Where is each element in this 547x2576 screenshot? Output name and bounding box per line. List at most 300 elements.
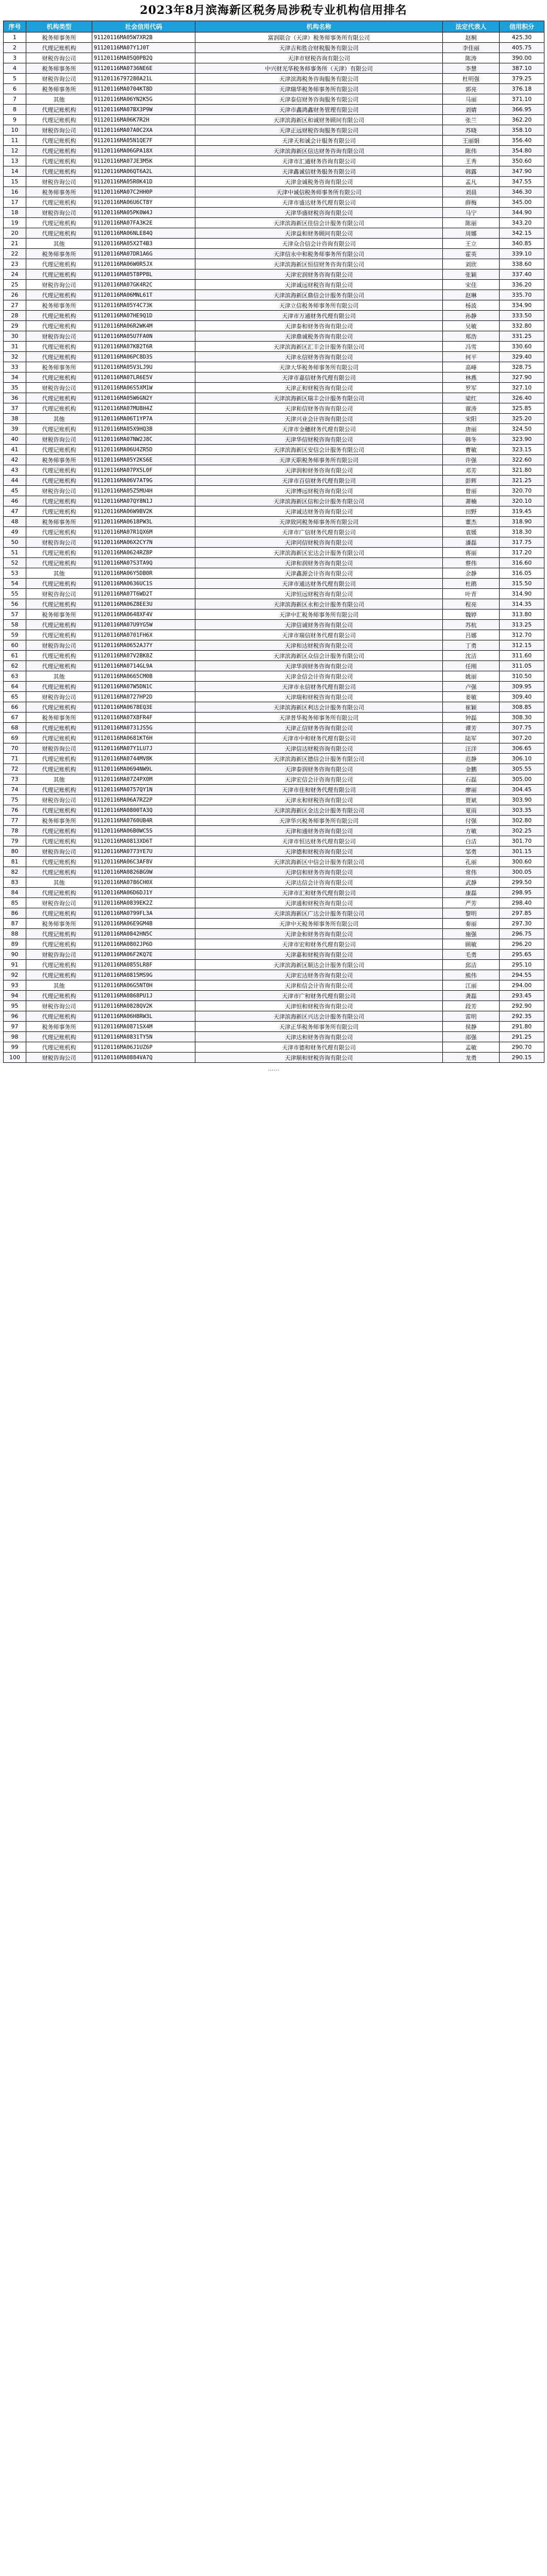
cell-legal-rep: 施强 xyxy=(443,929,500,939)
cell-legal-rep: 梁红 xyxy=(443,393,500,403)
cell-credit-code: 91120116MA0800TA3Q xyxy=(92,805,195,816)
cell-score: 323.90 xyxy=(500,434,544,445)
table-row xyxy=(4,743,544,754)
cell-index: 24 xyxy=(4,269,26,280)
cell-type: 代理记账机构 xyxy=(26,630,92,640)
cell-legal-rep: 刘婧 xyxy=(443,105,500,115)
header-index: 序号 xyxy=(4,21,26,32)
cell-score: 328.75 xyxy=(500,362,544,372)
cell-org-name: 天津市财税咨询有限公司 xyxy=(195,53,443,63)
cell-type: 其他 xyxy=(26,94,92,105)
cell-type: 代理记账机构 xyxy=(26,146,92,156)
cell-legal-rep: 刘欣 xyxy=(443,259,500,269)
cell-index: 87 xyxy=(4,919,26,929)
cell-index: 73 xyxy=(4,774,26,785)
cell-score: 295.10 xyxy=(500,960,544,970)
cell-index: 51 xyxy=(4,548,26,558)
cell-type: 代理记账机构 xyxy=(26,115,92,125)
table-row xyxy=(4,764,544,774)
cell-credit-code: 91120116MA07C2HH0P xyxy=(92,187,195,197)
header-legal-rep: 法定代表人 xyxy=(443,21,500,32)
cell-score: 311.05 xyxy=(500,661,544,671)
table-row xyxy=(4,970,544,980)
cell-score: 323.15 xyxy=(500,445,544,455)
cell-score: 307.20 xyxy=(500,733,544,743)
table-row xyxy=(4,486,544,496)
cell-credit-code: 91120116MA0744MV8K xyxy=(92,754,195,764)
cell-org-name: 天津信诚财务咨询有限公司 xyxy=(195,620,443,630)
cell-legal-rep: 孙静 xyxy=(443,311,500,321)
table-row xyxy=(4,125,544,135)
cell-credit-code: 91120116MA06A7RZ2P xyxy=(92,795,195,805)
cell-org-name: 天津滨海新区中信会计服务有限公司 xyxy=(195,857,443,867)
cell-index: 35 xyxy=(4,383,26,393)
cell-org-name: 天津市金穗财务代理有限公司 xyxy=(195,424,443,434)
cell-score: 425.30 xyxy=(500,32,544,43)
table-row xyxy=(4,754,544,764)
cell-legal-rep: 王立 xyxy=(443,239,500,249)
cell-index: 98 xyxy=(4,1032,26,1042)
cell-org-name: 天津市嘉信财务代理有限公司 xyxy=(195,372,443,383)
cell-org-name: 天津滨海新区佳信会计服务有限公司 xyxy=(195,218,443,228)
cell-org-name: 天津市通达财务代理有限公司 xyxy=(195,579,443,589)
cell-score: 376.18 xyxy=(500,84,544,94)
table-row xyxy=(4,383,544,393)
cell-credit-code: 91120116MA07W5DN1C xyxy=(92,682,195,692)
cell-type: 代理记账机构 xyxy=(26,290,92,300)
cell-index: 48 xyxy=(4,517,26,527)
cell-legal-rep: 叶青 xyxy=(443,589,500,599)
table-row xyxy=(4,558,544,568)
cell-index: 63 xyxy=(4,671,26,682)
cell-score: 371.10 xyxy=(500,94,544,105)
cell-type: 代理记账机构 xyxy=(26,661,92,671)
cell-credit-code: 91120116MA07LR6E5V xyxy=(92,372,195,383)
cell-legal-rep: 赵桐 xyxy=(443,32,500,43)
table-row xyxy=(4,919,544,929)
table-row xyxy=(4,506,544,517)
cell-org-name: 天津嘉和财税咨询有限公司 xyxy=(195,950,443,960)
cell-score: 308.30 xyxy=(500,713,544,723)
cell-org-name: 天津恒和财税咨询有限公司 xyxy=(195,1001,443,1011)
table-row xyxy=(4,424,544,434)
cell-index: 67 xyxy=(4,713,26,723)
cell-legal-rep: 沈洁 xyxy=(443,651,500,661)
cell-org-name: 天津金诚税务咨询有限公司 xyxy=(195,177,443,187)
cell-index: 42 xyxy=(4,455,26,465)
continuation-note: …… xyxy=(268,1065,279,1072)
cell-credit-code: 91120116MA0831TY5N xyxy=(92,1032,195,1042)
cell-legal-rep: 方敏 xyxy=(443,826,500,836)
cell-score: 325.20 xyxy=(500,414,544,424)
cell-type: 代理记账机构 xyxy=(26,393,92,403)
cell-org-name: 天津市百信财务代理有限公司 xyxy=(195,476,443,486)
cell-legal-rep: 严芳 xyxy=(443,898,500,908)
cell-credit-code: 91120116MA06R2WK4M xyxy=(92,321,195,331)
table-row xyxy=(4,74,544,84)
cell-legal-rep: 邱洁 xyxy=(443,960,500,970)
cell-credit-code: 91120116MA07U9YG5W xyxy=(92,620,195,630)
cell-score: 309.95 xyxy=(500,682,544,692)
cell-legal-rep: 贾斌 xyxy=(443,795,500,805)
cell-credit-code: 91120116MA06Y5DB0R xyxy=(92,568,195,579)
table-row xyxy=(4,177,544,187)
cell-org-name: 天津正远财税咨询服务有限公司 xyxy=(195,125,443,135)
cell-score: 326.40 xyxy=(500,393,544,403)
table-row xyxy=(4,187,544,197)
cell-index: 19 xyxy=(4,218,26,228)
cell-score: 295.65 xyxy=(500,950,544,960)
cell-score: 299.50 xyxy=(500,877,544,888)
cell-credit-code: 91120116MA07Y1LU7J xyxy=(92,743,195,754)
cell-credit-code: 91120116MA06F2KQ7E xyxy=(92,950,195,960)
cell-index: 2 xyxy=(4,43,26,53)
cell-legal-rep: 汪洋 xyxy=(443,743,500,754)
cell-score: 303.90 xyxy=(500,795,544,805)
cell-score: 300.05 xyxy=(500,867,544,877)
table-row xyxy=(4,166,544,177)
cell-score: 305.00 xyxy=(500,774,544,785)
cell-score: 312.70 xyxy=(500,630,544,640)
table-row xyxy=(4,816,544,826)
cell-org-name: 天津中天税务师事务所有限公司 xyxy=(195,919,443,929)
table-row xyxy=(4,836,544,846)
cell-type: 财税咨询公司 xyxy=(26,331,92,342)
cell-index: 55 xyxy=(4,589,26,599)
cell-index: 45 xyxy=(4,486,26,496)
cell-index: 92 xyxy=(4,970,26,980)
cell-org-name: 天津瑞华税务师事务所有限公司 xyxy=(195,84,443,94)
cell-score: 306.65 xyxy=(500,743,544,754)
cell-type: 代理记账机构 xyxy=(26,558,92,568)
cell-org-name: 天津鑫诚信财务服务有限公司 xyxy=(195,166,443,177)
cell-score: 318.90 xyxy=(500,517,544,527)
table-row xyxy=(4,579,544,589)
cell-type: 代理记账机构 xyxy=(26,424,92,434)
cell-credit-code: 91120116MA07R1QX6M xyxy=(92,527,195,537)
cell-type: 代理记账机构 xyxy=(26,960,92,970)
cell-index: 99 xyxy=(4,1042,26,1053)
cell-type: 代理记账机构 xyxy=(26,548,92,558)
cell-type: 代理记账机构 xyxy=(26,311,92,321)
cell-type: 代理记账机构 xyxy=(26,599,92,609)
table-row xyxy=(4,733,544,743)
cell-index: 53 xyxy=(4,568,26,579)
cell-legal-rep: 常伟 xyxy=(443,867,500,877)
cell-org-name: 天津鑫源会计咨询有限公司 xyxy=(195,568,443,579)
cell-score: 329.40 xyxy=(500,352,544,362)
cell-type: 代理记账机构 xyxy=(26,43,92,53)
cell-credit-code: 91120116MA05N1QE7F xyxy=(92,135,195,146)
cell-credit-code: 91120116MA05U7FA0N xyxy=(92,331,195,342)
table-row xyxy=(4,249,544,259)
cell-credit-code: 91120116MA0757QY1N xyxy=(92,785,195,795)
header-org-name: 机构名称 xyxy=(195,21,443,32)
cell-legal-rep: 金鹏 xyxy=(443,764,500,774)
cell-credit-code: 91120116MA05Z5MU4H xyxy=(92,486,195,496)
cell-credit-code: 91120116MA0648XF4V xyxy=(92,609,195,620)
table-row xyxy=(4,846,544,857)
cell-credit-code: 91120116MA06V7AT9G xyxy=(92,476,195,486)
cell-credit-code: 91120116MA06D6DJ1Y xyxy=(92,888,195,898)
cell-type: 代理记账机构 xyxy=(26,496,92,506)
cell-legal-rep: 余静 xyxy=(443,568,500,579)
cell-org-name: 天津益和财务顾问有限公司 xyxy=(195,228,443,239)
cell-org-name: 天津滨海新区宏达会计服务有限公司 xyxy=(195,548,443,558)
cell-org-name: 天津吉和胜合财税服务有限公司 xyxy=(195,43,443,53)
cell-type: 代理记账机构 xyxy=(26,372,92,383)
cell-credit-code: 91120116MA0813XD6T xyxy=(92,836,195,846)
cell-legal-rep: 宋阳 xyxy=(443,414,500,424)
cell-type: 税务师事务所 xyxy=(26,609,92,620)
cell-legal-rep: 孟敏 xyxy=(443,1042,500,1053)
cell-score: 292.90 xyxy=(500,1001,544,1011)
cell-legal-rep: 雷明 xyxy=(443,1011,500,1022)
table-row xyxy=(4,434,544,445)
cell-index: 97 xyxy=(4,1022,26,1032)
cell-score: 292.35 xyxy=(500,1011,544,1022)
cell-org-name: 天津正华税务师事务所有限公司 xyxy=(195,1022,443,1032)
cell-org-name: 天津滨海新区众信会计服务有限公司 xyxy=(195,651,443,661)
table-row xyxy=(4,939,544,950)
cell-legal-rep: 杨波 xyxy=(443,300,500,311)
cell-legal-rep: 王秀 xyxy=(443,156,500,166)
cell-index: 81 xyxy=(4,857,26,867)
table-row xyxy=(4,465,544,476)
cell-credit-code: 91120116MA0773YE7U xyxy=(92,846,195,857)
cell-org-name: 天津和信财务咨询有限公司 xyxy=(195,403,443,414)
cell-index: 37 xyxy=(4,403,26,414)
cell-score: 314.35 xyxy=(500,599,544,609)
cell-score: 347.55 xyxy=(500,177,544,187)
table-header-row xyxy=(4,21,544,32)
table-row xyxy=(4,651,544,661)
cell-type: 代理记账机构 xyxy=(26,888,92,898)
cell-index: 88 xyxy=(4,929,26,939)
table-row xyxy=(4,857,544,867)
cell-legal-rep: 冯雪 xyxy=(443,342,500,352)
table-row xyxy=(4,84,544,94)
cell-type: 税务师事务所 xyxy=(26,919,92,929)
cell-type: 税务师事务所 xyxy=(26,63,92,74)
header-credit-code: 社会信用代码 xyxy=(92,21,195,32)
cell-index: 28 xyxy=(4,311,26,321)
table-row xyxy=(4,527,544,537)
cell-index: 86 xyxy=(4,908,26,919)
cell-org-name: 天津大华税务师事务所有限公司 xyxy=(195,362,443,372)
cell-type: 代理记账机构 xyxy=(26,1011,92,1022)
table-row xyxy=(4,156,544,166)
cell-index: 10 xyxy=(4,125,26,135)
cell-score: 308.85 xyxy=(500,702,544,713)
cell-score: 346.30 xyxy=(500,187,544,197)
cell-legal-rep: 江丽 xyxy=(443,980,500,991)
cell-index: 76 xyxy=(4,805,26,816)
cell-type: 代理记账机构 xyxy=(26,651,92,661)
cell-index: 44 xyxy=(4,476,26,486)
cell-score: 320.10 xyxy=(500,496,544,506)
cell-score: 312.15 xyxy=(500,640,544,651)
cell-legal-rep: 高峰 xyxy=(443,362,500,372)
cell-index: 79 xyxy=(4,836,26,846)
cell-score: 331.25 xyxy=(500,331,544,342)
cell-score: 315.50 xyxy=(500,579,544,589)
cell-credit-code: 91120116MA05Y4C73K xyxy=(92,300,195,311)
cell-credit-code: 91120116MA0701FH6X xyxy=(92,630,195,640)
cell-credit-code: 91120116MA07MU8H4Z xyxy=(92,403,195,414)
cell-index: 1 xyxy=(4,32,26,43)
cell-index: 59 xyxy=(4,630,26,640)
cell-credit-code: 91120116MA07QY8N1J xyxy=(92,496,195,506)
cell-score: 332.80 xyxy=(500,321,544,331)
cell-score: 313.80 xyxy=(500,609,544,620)
cell-org-name: 天津德和财税咨询有限公司 xyxy=(195,846,443,857)
cell-type: 代理记账机构 xyxy=(26,702,92,713)
cell-org-name: 天津滨海税务咨询服务有限公司 xyxy=(195,74,443,84)
cell-org-name: 天津华润财务咨询有限公司 xyxy=(195,661,443,671)
cell-type: 其他 xyxy=(26,671,92,682)
cell-score: 293.45 xyxy=(500,991,544,1001)
cell-legal-rep: 钟磊 xyxy=(443,713,500,723)
table-row xyxy=(4,1011,544,1022)
cell-index: 30 xyxy=(4,331,26,342)
cell-type: 代理记账机构 xyxy=(26,579,92,589)
cell-legal-rep: 刘晨 xyxy=(443,187,500,197)
cell-score: 309.40 xyxy=(500,692,544,702)
cell-legal-rep: 秦丽 xyxy=(443,919,500,929)
cell-org-name: 天津滨海新区金达会计服务有限公司 xyxy=(195,805,443,816)
cell-type: 财税咨询公司 xyxy=(26,53,92,63)
cell-credit-code: 91120116MA06B0WC5S xyxy=(92,826,195,836)
cell-index: 78 xyxy=(4,826,26,836)
cell-type: 代理记账机构 xyxy=(26,1032,92,1042)
cell-score: 301.15 xyxy=(500,846,544,857)
cell-credit-code: 91120116MA05Q0PB2Q xyxy=(92,53,195,63)
cell-org-name: 天津诚达财务咨询有限公司 xyxy=(195,506,443,517)
cell-index: 60 xyxy=(4,640,26,651)
cell-score: 340.85 xyxy=(500,239,544,249)
table-row xyxy=(4,888,544,898)
cell-index: 32 xyxy=(4,352,26,362)
cell-index: 50 xyxy=(4,537,26,548)
cell-index: 94 xyxy=(4,991,26,1001)
cell-org-name: 天津华兴税务师事务所有限公司 xyxy=(195,816,443,826)
cell-legal-rep: 孟凡 xyxy=(443,177,500,187)
cell-org-name: 天津市佳和财务代理有限公司 xyxy=(195,785,443,795)
cell-legal-rep: 郭亮 xyxy=(443,84,500,94)
cell-org-name: 天津信永中和税务师事务所有限公司 xyxy=(195,249,443,259)
table-row xyxy=(4,300,544,311)
table-row xyxy=(4,713,544,723)
cell-legal-rep: 罗军 xyxy=(443,383,500,393)
cell-index: 77 xyxy=(4,816,26,826)
table-row xyxy=(4,1053,544,1063)
cell-index: 100 xyxy=(4,1053,26,1063)
table-row xyxy=(4,321,544,331)
cell-type: 代理记账机构 xyxy=(26,836,92,846)
cell-org-name: 天津宏信会计咨询有限公司 xyxy=(195,774,443,785)
cell-credit-code: 91120116MA0731JS5G xyxy=(92,723,195,733)
table-row xyxy=(4,115,544,125)
cell-legal-rep: 范静 xyxy=(443,754,500,764)
cell-type: 代理记账机构 xyxy=(26,908,92,919)
cell-credit-code: 91120116MA07S3TA9Q xyxy=(92,558,195,568)
cell-org-name: 天津永和财税咨询有限公司 xyxy=(195,795,443,805)
table-row xyxy=(4,548,544,558)
table-row xyxy=(4,991,544,1001)
cell-index: 85 xyxy=(4,898,26,908)
cell-org-name: 天津信和财务咨询有限公司 xyxy=(195,867,443,877)
cell-index: 9 xyxy=(4,115,26,125)
table-row xyxy=(4,589,544,599)
cell-index: 12 xyxy=(4,146,26,156)
table-row xyxy=(4,269,544,280)
table-row xyxy=(4,496,544,506)
cell-credit-code: 91120116MA0871SX4M xyxy=(92,1022,195,1032)
cell-score: 350.60 xyxy=(500,156,544,166)
cell-score: 327.10 xyxy=(500,383,544,393)
cell-score: 317.75 xyxy=(500,537,544,548)
cell-index: 65 xyxy=(4,692,26,702)
cell-org-name: 天津天和诚会计服务有限公司 xyxy=(195,135,443,146)
cell-type: 财税咨询公司 xyxy=(26,486,92,496)
cell-type: 代理记账机构 xyxy=(26,269,92,280)
cell-credit-code: 91120116MA0828QV2K xyxy=(92,1001,195,1011)
cell-index: 82 xyxy=(4,867,26,877)
cell-type: 代理记账机构 xyxy=(26,805,92,816)
table-row xyxy=(4,877,544,888)
cell-legal-rep: 丁勇 xyxy=(443,640,500,651)
cell-score: 347.90 xyxy=(500,166,544,177)
cell-type: 其他 xyxy=(26,980,92,991)
cell-type: 其他 xyxy=(26,877,92,888)
cell-credit-code: 91120116MA06U4ZR5D xyxy=(92,445,195,455)
cell-credit-code: 91120116MA0736NE6E xyxy=(92,63,195,74)
table-row xyxy=(4,94,544,105)
table-row xyxy=(4,1001,544,1011)
cell-index: 46 xyxy=(4,496,26,506)
cell-index: 84 xyxy=(4,888,26,898)
cell-index: 43 xyxy=(4,465,26,476)
cell-credit-code: 91120116MA05Y2KS6E xyxy=(92,455,195,465)
cell-org-name: 天津天职税务师事务所有限公司 xyxy=(195,455,443,465)
cell-type: 代理记账机构 xyxy=(26,197,92,208)
cell-org-name: 天津市汇通财务咨询有限公司 xyxy=(195,156,443,166)
table-row xyxy=(4,197,544,208)
cell-legal-rep: 苏杭 xyxy=(443,620,500,630)
cell-index: 14 xyxy=(4,166,26,177)
cell-index: 47 xyxy=(4,506,26,517)
cell-credit-code: 91120116MA07Z4PX0M xyxy=(92,774,195,785)
cell-type: 代理记账机构 xyxy=(26,506,92,517)
cell-type: 代理记账机构 xyxy=(26,228,92,239)
cell-index: 61 xyxy=(4,651,26,661)
table-row xyxy=(4,342,544,352)
cell-legal-rep: 李慧 xyxy=(443,63,500,74)
cell-org-name: 天津众合信会计咨询有限公司 xyxy=(195,239,443,249)
cell-type: 其他 xyxy=(26,568,92,579)
cell-score: 338.60 xyxy=(500,259,544,269)
cell-credit-code: 91120116MA07BX3P9W xyxy=(92,105,195,115)
cell-legal-rep: 廖丽 xyxy=(443,785,500,795)
cell-org-name: 天津滨海新区信达财务咨询有限公司 xyxy=(195,146,443,156)
cell-legal-rep: 康磊 xyxy=(443,888,500,898)
cell-type: 财税咨询公司 xyxy=(26,1053,92,1063)
table-row xyxy=(4,403,544,414)
cell-type: 财税咨询公司 xyxy=(26,692,92,702)
table-row xyxy=(4,239,544,249)
cell-org-name: 天津正信财务咨询有限公司 xyxy=(195,723,443,733)
